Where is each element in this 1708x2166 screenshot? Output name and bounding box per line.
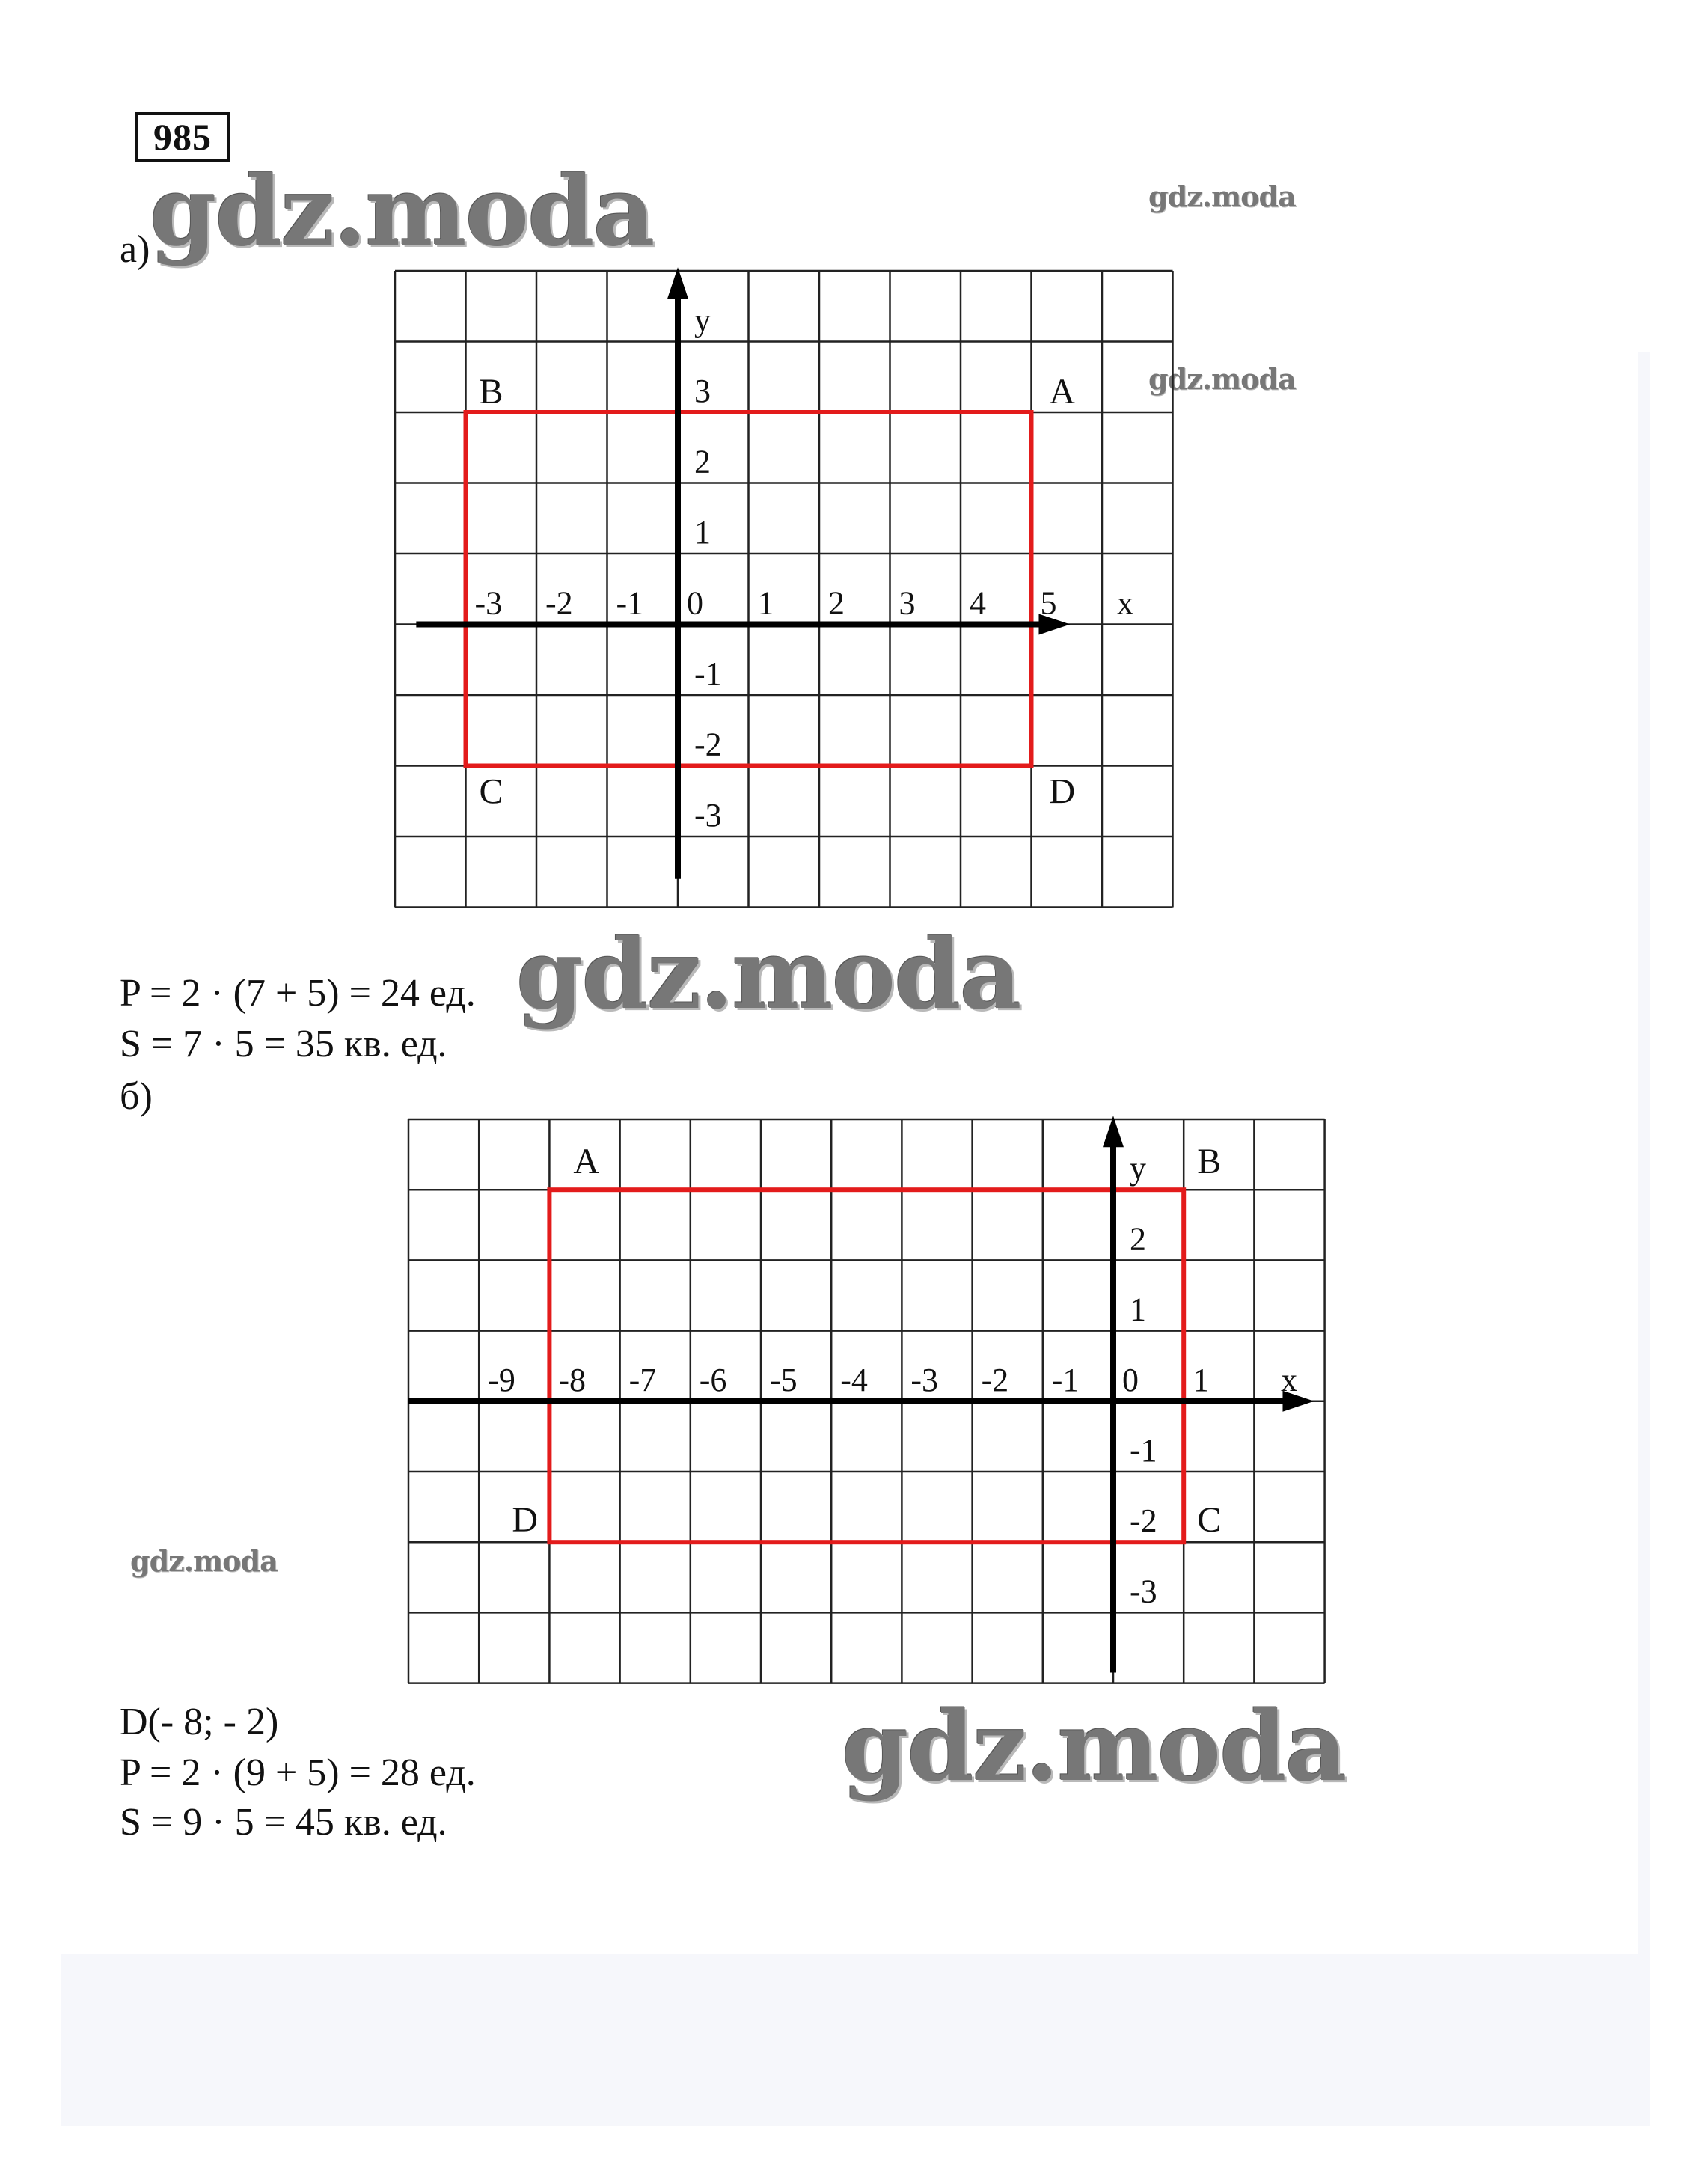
vertex-label-d: D <box>512 1500 539 1541</box>
vertex-label-b: B <box>479 372 503 412</box>
x-tick-label: -5 <box>769 1361 798 1398</box>
x-tick-label: -4 <box>840 1361 868 1398</box>
x-tick-label: -9 <box>488 1361 515 1398</box>
x-tick-label: 0 <box>687 584 703 622</box>
y-tick-label: -1 <box>694 655 722 692</box>
vertex-label-d: D <box>1049 771 1076 812</box>
scan-edge-strip <box>1638 352 1650 2126</box>
part-b-point-d: D(- 8; - 2) <box>120 1701 279 1743</box>
y-axis-arrow-icon <box>1103 1116 1124 1147</box>
x-tick-label: -1 <box>616 584 644 622</box>
coordinate-graph-b <box>408 1119 1355 1685</box>
x-tick-label: 5 <box>1040 584 1057 622</box>
y-axis-arrow-icon <box>667 267 688 299</box>
vertex-label-a: A <box>573 1142 600 1182</box>
y-tick-label: 3 <box>694 373 711 409</box>
y-tick-label: 1 <box>694 514 711 551</box>
blank-footer-panel <box>61 1954 1647 2126</box>
problem-number-badge <box>135 112 230 162</box>
watermark-small-1: gdz.moda <box>1148 180 1296 213</box>
part-b-label: б) <box>120 1075 153 1118</box>
x-tick-label: -3 <box>910 1361 939 1398</box>
x-tick-label: -2 <box>981 1361 1009 1398</box>
x-axis-label: x <box>1117 584 1133 622</box>
x-tick-label: 3 <box>899 584 916 622</box>
y-tick-label: -1 <box>1129 1431 1157 1469</box>
part-b-area: S = 9 · 5 = 45 кв. ед. <box>120 1801 447 1844</box>
part-b-perimeter: P = 2 · (9 + 5) = 28 ед. <box>120 1752 476 1794</box>
x-axis-label: x <box>1281 1361 1298 1398</box>
x-tick-label: 0 <box>1121 1361 1139 1398</box>
watermark-top: gdz.moda <box>150 156 654 268</box>
y-tick-label: -2 <box>694 726 722 763</box>
x-tick-label: 4 <box>970 584 986 622</box>
part-a-label: а) <box>120 228 150 271</box>
x-tick-label: -8 <box>558 1361 587 1398</box>
watermark-middle: gdz.moda <box>516 919 1020 1031</box>
x-tick-label: 1 <box>757 584 774 622</box>
x-tick-label: -1 <box>1051 1361 1080 1398</box>
vertex-label-a: A <box>1049 372 1076 412</box>
y-tick-label: -2 <box>1129 1502 1157 1540</box>
y-tick-label: 2 <box>1129 1220 1146 1258</box>
x-tick-label: -2 <box>545 584 573 622</box>
part-a-area: S = 7 · 5 = 35 кв. ед. <box>120 1023 447 1065</box>
y-tick-label: 2 <box>694 443 711 480</box>
watermark-small-2: gdz.moda <box>1148 362 1296 396</box>
x-tick-label: -7 <box>628 1361 657 1398</box>
watermark-bottom: gdz.moda <box>842 1691 1346 1803</box>
vertex-label-b: B <box>1197 1142 1222 1182</box>
coordinate-graph-a <box>395 271 1203 909</box>
x-tick-label: 1 <box>1193 1361 1210 1398</box>
part-a-perimeter: P = 2 · (7 + 5) = 24 ед. <box>120 972 476 1015</box>
y-axis-label: y <box>1129 1150 1146 1187</box>
y-tick-label: -3 <box>1129 1573 1157 1610</box>
y-tick-label: 1 <box>1129 1291 1146 1328</box>
vertex-label-c: C <box>1197 1500 1222 1541</box>
y-axis-label: y <box>694 302 711 339</box>
x-tick-label: -6 <box>699 1361 727 1398</box>
watermark-small-3: gdz.moda <box>130 1544 278 1578</box>
x-tick-label: 2 <box>828 584 845 622</box>
vertex-label-c: C <box>479 771 503 812</box>
y-tick-label: -3 <box>694 797 722 833</box>
problem-number: 985 <box>153 116 212 158</box>
x-tick-label: -3 <box>474 584 503 622</box>
